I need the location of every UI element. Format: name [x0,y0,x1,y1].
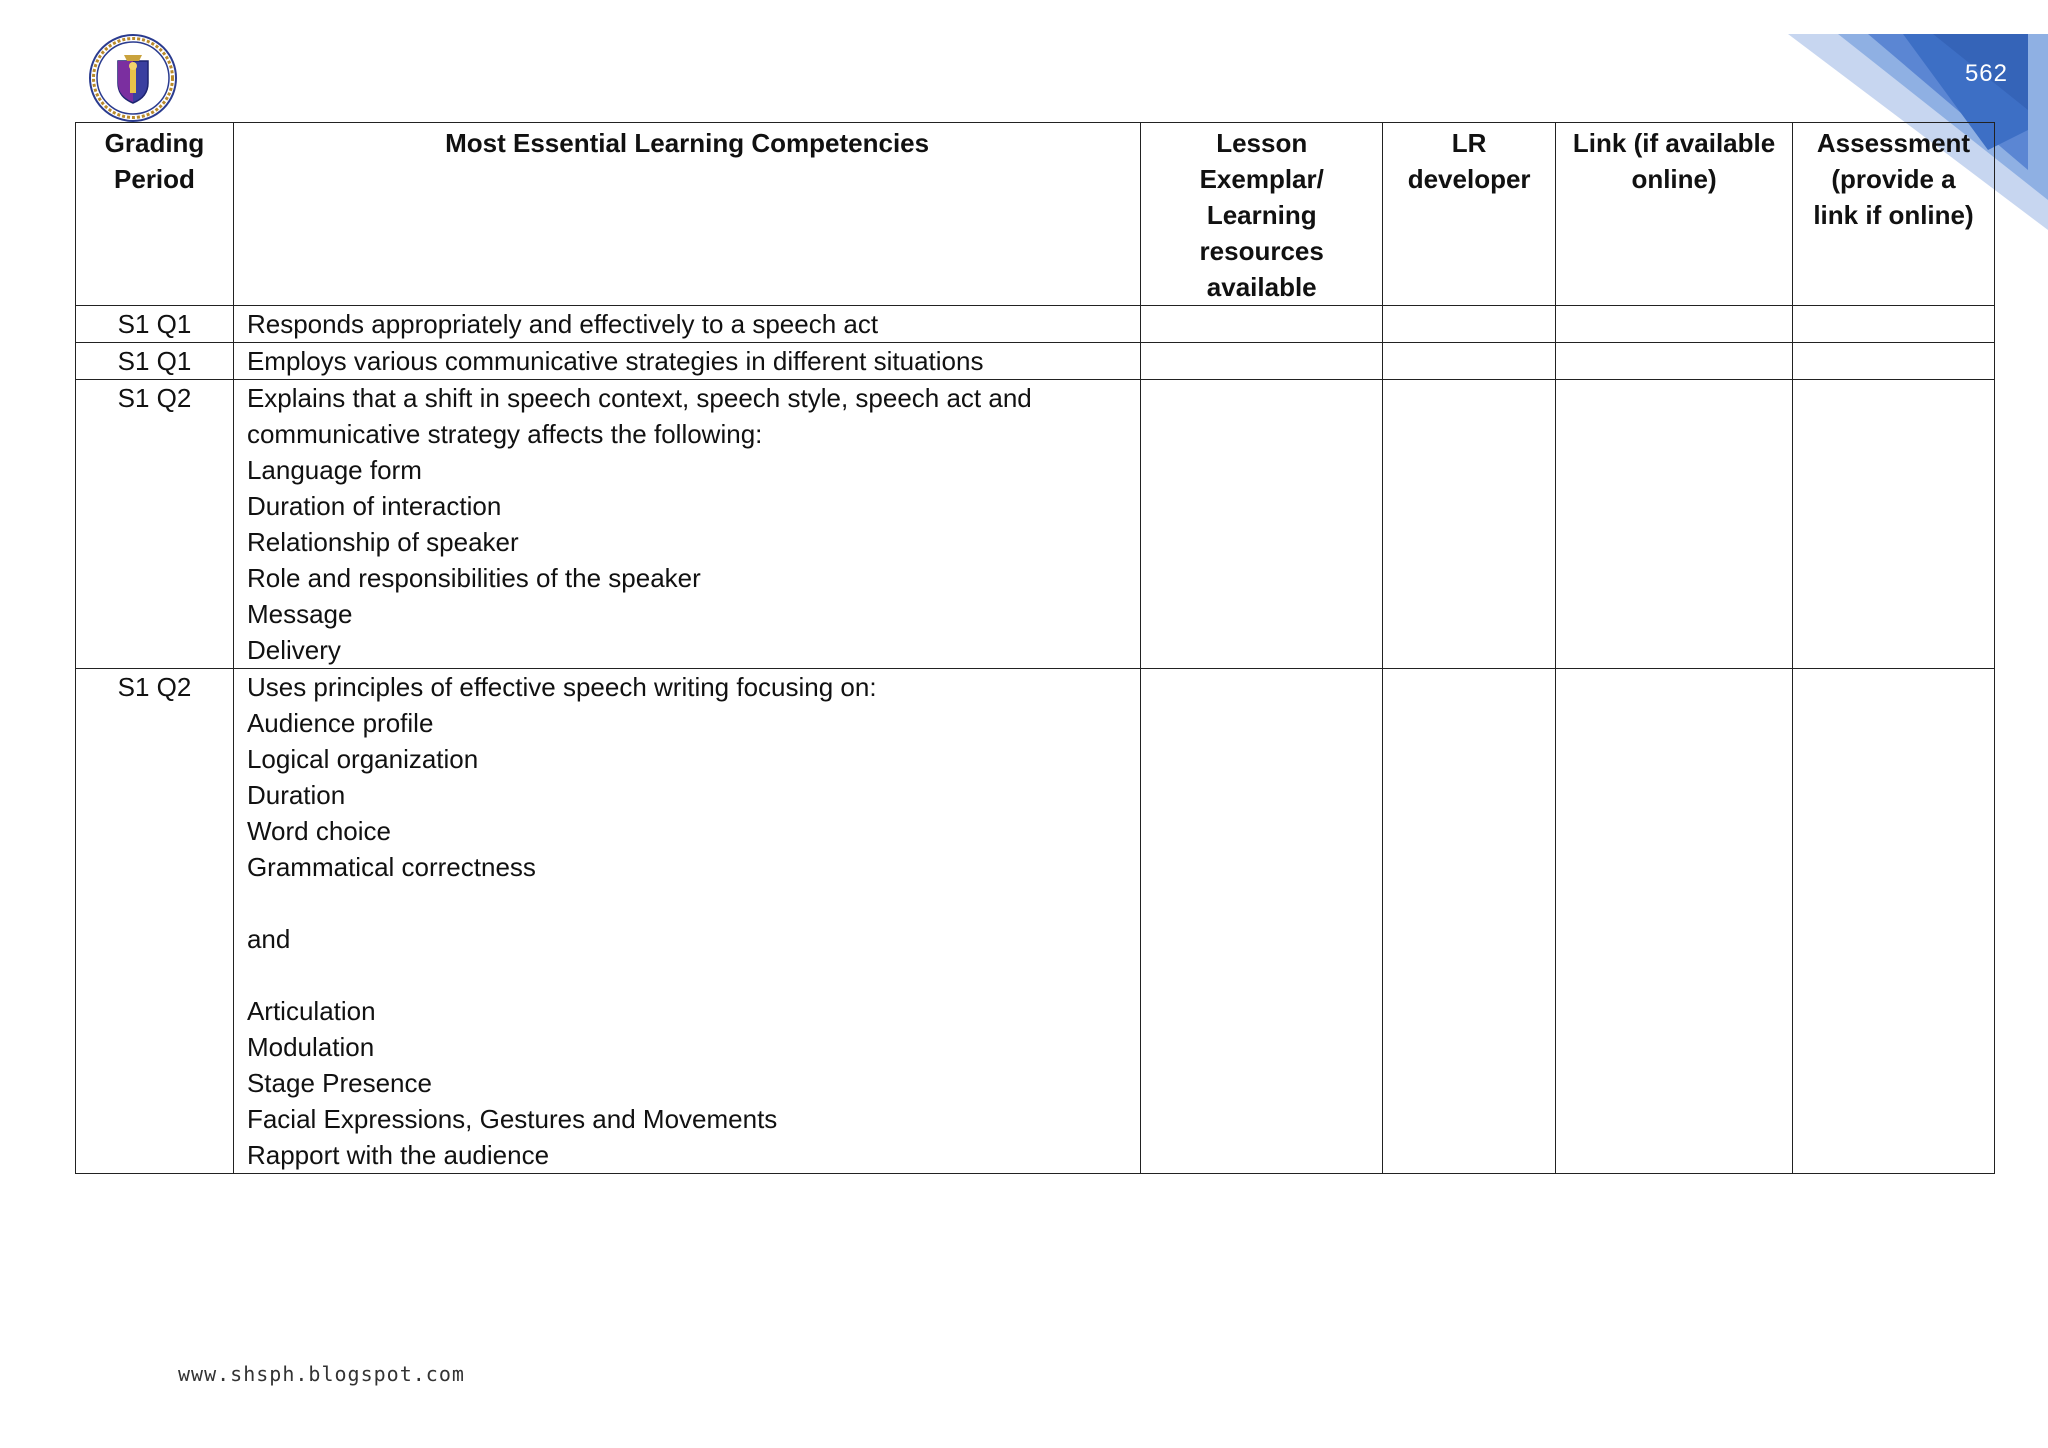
link-cell [1556,306,1793,343]
lr-developer-cell [1383,380,1556,669]
header-lesson-exemplar: Lesson Exemplar/ Learning resources available [1141,123,1383,306]
competency-cell: Responds appropriately and effectively to a speech act [233,306,1140,343]
header-grading-period: Grading Period [76,123,234,306]
lr-developer-cell [1383,343,1556,380]
competencies-table [75,122,1995,1174]
lesson-exemplar-cell [1141,343,1383,380]
lr-developer-cell [1383,669,1556,1174]
grading-period-cell: S1 Q2 [76,380,234,669]
page-number: 562 [1964,60,2008,87]
grading-period-cell: S1 Q1 [76,306,234,343]
lesson-exemplar-cell [1141,306,1383,343]
assessment-cell [1793,380,1995,669]
lesson-exemplar-cell [1141,380,1383,669]
grading-period-cell: S1 Q1 [76,343,234,380]
table-row [76,306,1995,343]
link-cell [1556,669,1793,1174]
header-lr-developer: LR developer [1383,123,1556,306]
table-row [76,380,1995,669]
link-cell [1556,343,1793,380]
table-row [76,669,1995,1174]
assessment-cell [1793,669,1995,1174]
header-competencies: Most Essential Learning Competencies [233,123,1140,306]
link-cell [1556,380,1793,669]
footer-url: www.shsph.blogspot.com [178,1362,465,1386]
competency-cell: Explains that a shift in speech context, speech style, speech act and communicative strategy affects the following: Language form Duration of interaction Relationship of speaker Role and responsibilities of the speaker Message Delivery [233,380,1140,669]
header-assessment: Assessment (provide a link if online) [1793,123,1995,306]
header-link: Link (if available online) [1556,123,1793,306]
table-header-row [76,123,1995,306]
lesson-exemplar-cell [1141,669,1383,1174]
table-row [76,343,1995,380]
grading-period-cell: S1 Q2 [76,669,234,1174]
assessment-cell [1793,343,1995,380]
assessment-cell [1793,306,1995,343]
competency-cell: Employs various communicative strategies in different situations [233,343,1140,380]
competency-cell: Uses principles of effective speech writing focusing on: Audience profile Logical organization Duration Word choice Grammatical correctness and Articulation Modulation Stage Presence Facial Expressions, Gestures and Movements Rapport with the audience [233,669,1140,1174]
deped-seal-logo [88,33,178,123]
lr-developer-cell [1383,306,1556,343]
